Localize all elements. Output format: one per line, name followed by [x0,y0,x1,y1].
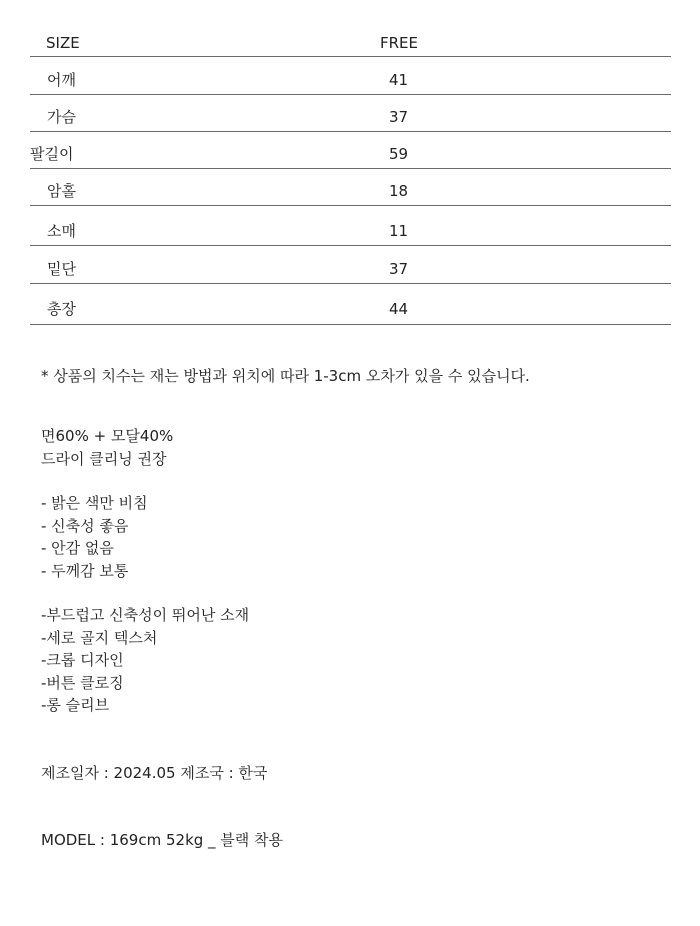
size-row-label: 총장 [47,300,76,318]
model-info [41,829,283,852]
size-row-label: 팔길이 [30,145,74,163]
care-instruction: 드라이 클리닝 권장 [41,449,167,468]
size-row-value: 41 [389,71,409,89]
feature-item: - 신축성 좋음 [41,516,129,535]
detail-item: -세로 골지 텍스처 [41,628,158,647]
detail-item: -크롭 디자인 [41,651,124,669]
model-text: MODEL : 169cm 52kg _ 블랙 착용 [41,831,284,849]
size-row-value: 37 [389,260,409,278]
feature-list [41,492,148,582]
size-row-total-length [30,284,671,325]
size-row-value: 37 [389,108,409,126]
size-table-header [30,28,671,57]
size-row-sleeve [30,206,671,246]
size-row-chest [30,95,671,132]
material-composition: 면60% + 모달40% [41,427,174,445]
size-header-label: SIZE [46,34,80,52]
size-row-label: 가슴 [47,108,76,126]
detail-list [41,604,249,717]
measurement-notice-text: * 상품의 치수는 재는 방법과 위치에 따라 1-3cm 오차가 있을 수 있습니다. [41,367,530,385]
size-row-label: 소매 [47,222,76,240]
size-row-value: 11 [389,222,409,240]
size-row-value: 44 [389,300,409,318]
detail-item: -버튼 클로징 [41,673,124,692]
size-row-label: 밑단 [47,260,76,278]
size-row-armhole [30,169,671,206]
size-row-sleeve-length [30,132,671,169]
feature-item: - 밝은 색만 비침 [41,494,148,512]
detail-item: -롱 슬리브 [41,696,110,714]
size-row-shoulder [30,57,671,95]
detail-item: -부드럽고 신축성이 뛰어난 소재 [41,606,250,624]
size-table [30,28,671,325]
size-row-label: 암홀 [47,182,76,200]
measurement-notice [41,365,530,388]
feature-item: - 안감 없음 [41,539,114,557]
size-row-hem [30,246,671,284]
manufacture-text: 제조일자 : 2024.05 제조국 : 한국 [41,764,268,782]
feature-item: - 두께감 보통 [41,561,129,580]
material-info [41,425,173,470]
size-row-value: 59 [389,145,409,163]
size-row-label: 어깨 [47,71,76,89]
size-header-value: FREE [380,34,419,52]
manufacture-info [41,762,267,785]
size-row-value: 18 [389,182,409,200]
